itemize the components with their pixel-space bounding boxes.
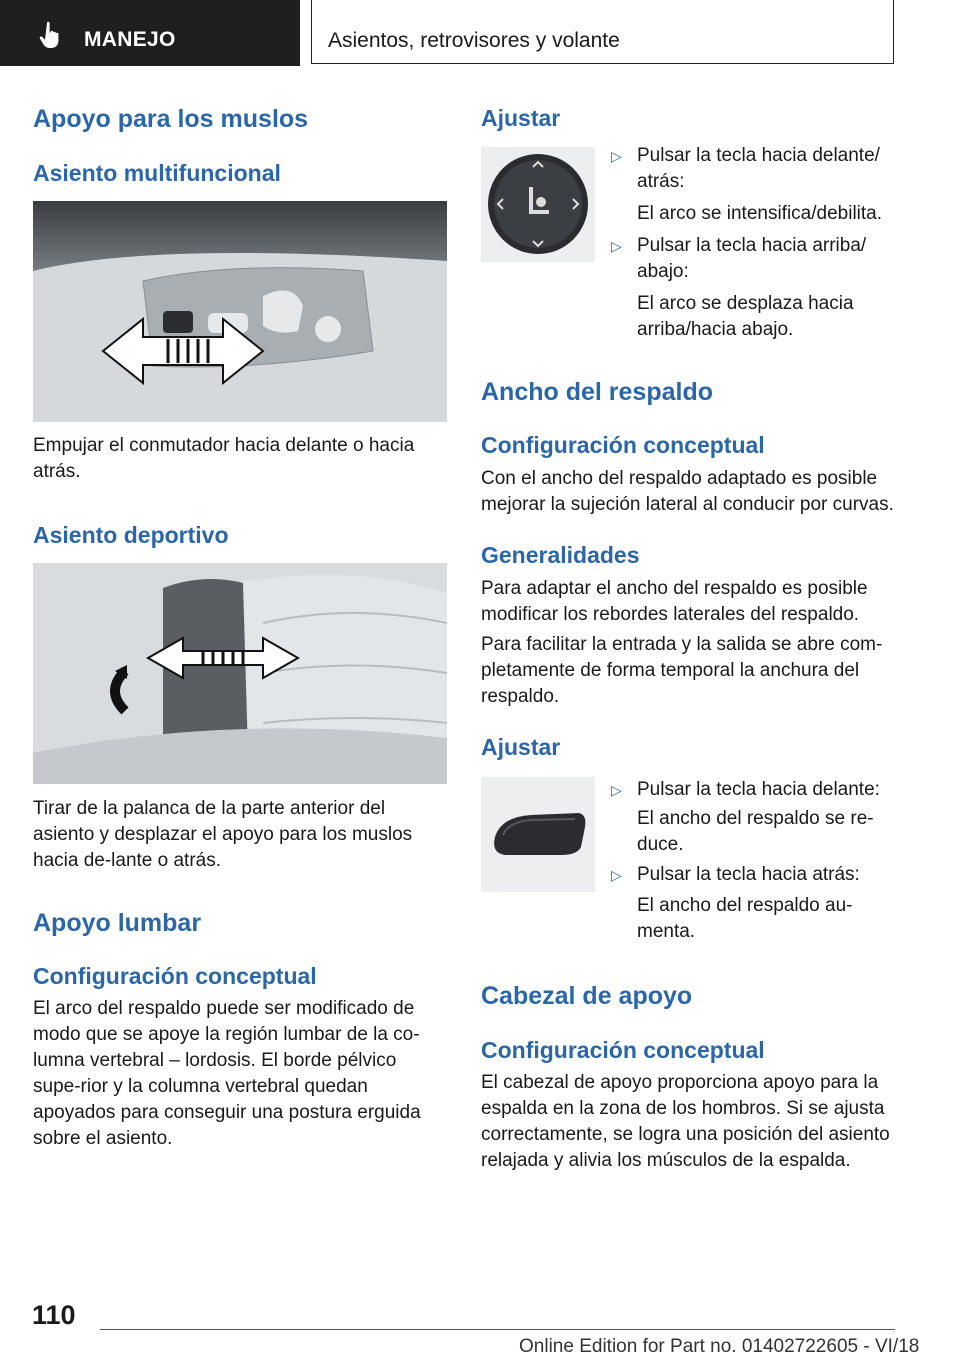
paragraph-general-1: Para adaptar el ancho del respaldo es posible modificar los rebordes laterales del respaldo.	[481, 578, 868, 625]
paragraph-concept-width: Con el ancho del respaldo adaptado es posible mejorar la sujeción lateral al conducir por curvas.	[481, 468, 894, 515]
heading-backrest-width: Ancho del respaldo	[481, 378, 713, 406]
lumbar-control-image	[481, 147, 595, 262]
triangle-right-icon: ▷	[611, 782, 622, 798]
bullet-item-1-detail: El arco se intensifica/debilita.	[637, 203, 883, 224]
chapter-tab	[311, 0, 894, 64]
heading-adjust-1: Ajustar	[481, 105, 561, 131]
bullet-item-1: ▷ Pulsar la tecla hacia delante/ atrás:	[611, 145, 880, 192]
heading-general: Generalidades	[481, 542, 640, 568]
heading-headrest: Cabezal de apoyo	[481, 982, 693, 1010]
paragraph-headrest: El cabezal de apoyo proporciona apoyo para la espalda en la zona de los hombros. Si se ajusta correctamente, se logra una posición del asiento relajada y alivia los músculos de la espalda.	[481, 1072, 890, 1171]
paragraph-general-2: Para facilitar la entrada y la salida se abre com-pletamente de forma temporal la anchura del respaldo.	[481, 634, 883, 707]
heading-lumbar: Apoyo lumbar	[33, 909, 202, 937]
footer-divider	[100, 1329, 895, 1330]
heading-adjust-2: Ajustar	[481, 734, 561, 760]
heading-multifunction-seat: Asiento multifuncional	[33, 160, 281, 186]
bullet-item-4: ▷ Pulsar la tecla hacia atrás:	[611, 862, 901, 892]
section-tab	[0, 0, 300, 66]
triangle-right-icon: ▷	[611, 148, 622, 164]
heading-concept-headrest: Configuración conceptual	[481, 1037, 765, 1063]
page-number: 110	[32, 1300, 76, 1330]
triangle-right-icon: ▷	[611, 867, 622, 883]
bullet-item-2: ▷ Pulsar la tecla hacia arriba/ abajo:	[611, 235, 867, 282]
paragraph-multifunction: Empujar el conmutador hacia delante o hacia atrás.	[33, 435, 415, 482]
heading-thigh-support: Apoyo para los muslos	[33, 105, 309, 133]
multifunction-seat-image	[33, 201, 447, 422]
heading-concept-width: Configuración conceptual	[481, 432, 765, 458]
bullet-item-4-detail: El ancho del respaldo au-menta.	[637, 895, 853, 942]
bullet-item-3: ▷ Pulsar la tecla hacia delante:	[611, 777, 901, 807]
triangle-right-icon: ▷	[611, 238, 622, 254]
paragraph-lumbar: El arco del respaldo puede ser modificado de modo que se apoye la región lumbar de la co-lumna vertebral – lordosis. El borde pélvico supe-rior y la columna vertebral quedan apoyados para conseguir una postura erguida sobre el asiento.	[33, 998, 421, 1149]
hand-pointer-icon	[36, 20, 66, 50]
chapter-title: Asientos, retrovisores y volante	[328, 29, 620, 52]
section-label: MANEJO	[84, 28, 176, 51]
sport-seat-image	[33, 563, 447, 784]
width-control-image	[481, 777, 595, 892]
paragraph-sport: Tirar de la palanca de la parte anterior del asiento y desplazar el apoyo para los muslos hacia de-lante o atrás.	[33, 798, 413, 871]
footer-edition: Online Edition for Part no. 01402722605 - VI/18	[519, 1336, 920, 1357]
bullet-item-2-detail: El arco se desplaza hacia arriba/hacia abajo.	[637, 293, 854, 340]
heading-concept-lumbar: Configuración conceptual	[33, 963, 317, 989]
heading-sport-seat: Asiento deportivo	[33, 522, 229, 548]
bullet-item-3-detail: El ancho del respaldo se re-duce.	[637, 808, 874, 855]
